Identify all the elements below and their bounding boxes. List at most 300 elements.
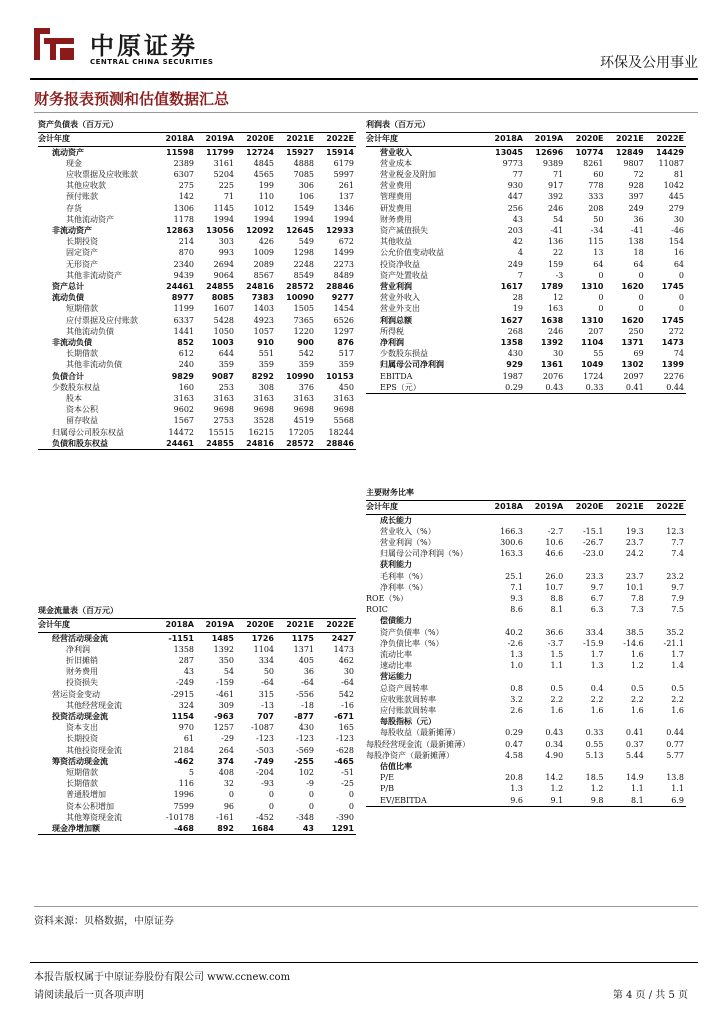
table-cell: 4519 bbox=[293, 416, 314, 426]
table-cell: 308 bbox=[258, 382, 274, 392]
table-cell: 350 bbox=[218, 655, 234, 665]
row-label: 现金净增加额 bbox=[38, 823, 156, 835]
table-cell: 24.2 bbox=[625, 549, 644, 559]
table-cell bbox=[605, 514, 645, 526]
row-label: 速动比率 bbox=[380, 661, 412, 671]
row-label: EBITDA bbox=[380, 371, 413, 381]
row-label: 折旧摊销 bbox=[66, 655, 98, 665]
table-cell: 0.77 bbox=[666, 739, 684, 749]
table-row bbox=[366, 526, 686, 537]
table-cell: 163 bbox=[547, 304, 564, 314]
table-row bbox=[366, 191, 686, 202]
table-cell: 3161 bbox=[213, 158, 234, 168]
table-cell: 917 bbox=[547, 181, 564, 191]
table-cell: -10178 bbox=[165, 812, 194, 822]
table-cell: 207 bbox=[588, 326, 604, 336]
table-cell: 7.4 bbox=[671, 549, 684, 559]
table-cell: 12.3 bbox=[666, 526, 684, 536]
row-label: 研发费用 bbox=[380, 203, 412, 213]
table-cell: 24461 bbox=[166, 281, 194, 291]
table-cell: 0 bbox=[638, 293, 644, 303]
table-cell: 1473 bbox=[661, 337, 684, 347]
table-cell: 55 bbox=[593, 349, 604, 359]
table-cell: 3163 bbox=[293, 393, 314, 403]
table-cell: 28572 bbox=[276, 438, 316, 450]
table-cell: 0.29 bbox=[485, 382, 525, 394]
table-cell: 1298 bbox=[293, 248, 314, 258]
table-cell: 1620 bbox=[621, 315, 644, 325]
table-cell: 42 bbox=[512, 237, 523, 247]
footer-disclaimer-note: 请阅读最后一页各项声明 bbox=[34, 990, 144, 1001]
table-cell: 517 bbox=[338, 349, 354, 359]
row-label: 资产减值损失 bbox=[380, 225, 428, 235]
column-header: 2021E bbox=[276, 132, 316, 146]
table-cell: 1361 bbox=[540, 360, 564, 370]
table-cell: 970 bbox=[178, 723, 194, 733]
table-cell: 928 bbox=[628, 181, 644, 191]
table-cell: 50 bbox=[263, 667, 274, 677]
table-cell: 24461 bbox=[156, 438, 196, 450]
table-cell: 1996 bbox=[173, 790, 194, 800]
table-cell: 2.6 bbox=[510, 705, 523, 715]
table-cell: 870 bbox=[178, 248, 194, 258]
table-row bbox=[366, 548, 686, 559]
column-header: 2019A bbox=[196, 132, 236, 146]
table-cell bbox=[525, 615, 565, 626]
table-cell: 240 bbox=[178, 360, 194, 370]
table-cell: 1473 bbox=[333, 644, 354, 654]
table-cell: 2753 bbox=[213, 416, 234, 426]
table-cell: 7599 bbox=[173, 801, 194, 811]
table-cell: -3.7 bbox=[547, 638, 564, 648]
table-cell: 1.1 bbox=[671, 784, 684, 794]
table-cell: 14.2 bbox=[545, 773, 564, 783]
table-cell: 0 bbox=[308, 801, 314, 811]
table-cell: 203 bbox=[507, 225, 523, 235]
table-row bbox=[366, 337, 686, 348]
table-cell: 9698 bbox=[333, 405, 354, 415]
row-label: 筹资活动现金流 bbox=[52, 756, 108, 766]
table-cell: -93 bbox=[261, 779, 274, 789]
table-cell: 10153 bbox=[326, 371, 354, 381]
row-label: 获利能力 bbox=[380, 560, 412, 570]
row-label: 资产总计 bbox=[52, 281, 84, 291]
table-cell: 852 bbox=[177, 337, 194, 347]
row-label: 经营活动现金流 bbox=[52, 633, 108, 643]
table-cell: 25.1 bbox=[505, 571, 523, 581]
row-label: 固定资产 bbox=[66, 248, 98, 258]
table-cell: 1346 bbox=[333, 203, 354, 213]
table-cell: 30 bbox=[343, 667, 354, 677]
table-cell: 1049 bbox=[581, 360, 604, 370]
table-cell: 9.7 bbox=[671, 582, 684, 592]
column-header: 2020E bbox=[236, 618, 276, 632]
table-cell: 1403 bbox=[253, 304, 274, 314]
table-cell: 54 bbox=[553, 214, 564, 224]
table-cell: 10.7 bbox=[545, 582, 564, 592]
column-header: 2018A bbox=[485, 500, 525, 514]
table-row bbox=[366, 348, 686, 359]
table-row bbox=[366, 571, 686, 582]
table-cell: 8.6 bbox=[510, 605, 523, 615]
table-cell: 20.8 bbox=[505, 773, 523, 783]
table-cell: 1567 bbox=[173, 416, 194, 426]
table-cell: -2.6 bbox=[507, 638, 523, 648]
table-cell: 1257 bbox=[213, 723, 234, 733]
table-cell: -15.1 bbox=[582, 526, 604, 536]
row-label: 营业收入（%） bbox=[380, 526, 436, 536]
row-label: P/E bbox=[380, 773, 394, 783]
table-cell: 300.6 bbox=[500, 537, 523, 547]
table-row bbox=[38, 415, 356, 426]
table-cell bbox=[565, 671, 605, 682]
table-row bbox=[38, 689, 356, 700]
table-cell: 9698 bbox=[253, 405, 274, 415]
table-cell: -16 bbox=[341, 700, 354, 710]
table-row bbox=[366, 739, 686, 750]
table-cell: 30 bbox=[673, 214, 684, 224]
table-cell bbox=[646, 761, 686, 772]
table-cell: 69 bbox=[633, 349, 644, 359]
table-row bbox=[38, 700, 356, 711]
table-cell: 54 bbox=[223, 667, 234, 677]
table-cell: 0 bbox=[598, 293, 604, 303]
table-cell bbox=[485, 761, 525, 772]
table-row bbox=[366, 169, 686, 180]
table-cell: 1745 bbox=[661, 315, 684, 325]
column-header: 2018A bbox=[485, 132, 525, 146]
table-cell: 0 bbox=[268, 801, 274, 811]
table-cell: 1003 bbox=[211, 337, 234, 347]
table-cell: 1485 bbox=[211, 633, 234, 643]
table-cell: 1310 bbox=[581, 315, 604, 325]
table-cell: 5.44 bbox=[625, 750, 644, 760]
row-label: 负债合计 bbox=[52, 371, 84, 381]
table-cell: 1104 bbox=[253, 644, 274, 654]
row-label: 归属母公司净利润（%） bbox=[380, 549, 468, 559]
table-cell: 8489 bbox=[333, 270, 354, 280]
column-header: 2022E bbox=[316, 618, 356, 632]
table-row bbox=[366, 382, 686, 394]
table-row bbox=[366, 537, 686, 548]
table-cell: 707 bbox=[257, 711, 274, 721]
table-cell: 208 bbox=[588, 203, 604, 213]
table-cell: 279 bbox=[668, 203, 684, 213]
table-cell: 12645 bbox=[286, 225, 314, 235]
table-cell: 13045 bbox=[495, 147, 523, 157]
table-cell: 6179 bbox=[333, 158, 354, 168]
table-cell: -64 bbox=[261, 678, 274, 688]
table-row bbox=[366, 671, 686, 682]
table-row bbox=[38, 789, 356, 800]
table-cell: 9.7 bbox=[590, 582, 604, 592]
column-header: 2019A bbox=[525, 132, 565, 146]
table-cell: 74 bbox=[673, 349, 684, 359]
column-header: 2020E bbox=[236, 132, 276, 146]
row-label: 其他收益 bbox=[380, 237, 412, 247]
table-cell: 11799 bbox=[206, 147, 234, 157]
table-cell: 13.8 bbox=[666, 773, 684, 783]
table-cell: 16 bbox=[673, 248, 684, 258]
row-label: 投资损失 bbox=[66, 678, 98, 688]
table-cell: 1199 bbox=[173, 304, 194, 314]
table-cell: 1392 bbox=[540, 337, 564, 347]
table-cell: 163.3 bbox=[500, 549, 523, 559]
row-label: 负债和股东权益 bbox=[38, 438, 156, 450]
table-cell: 993 bbox=[218, 248, 234, 258]
table-cell: 14472 bbox=[168, 427, 194, 437]
table-cell: 2248 bbox=[293, 259, 314, 269]
table-row bbox=[38, 236, 356, 247]
table-row bbox=[38, 812, 356, 823]
table-row bbox=[366, 158, 686, 169]
table-cell: 14.9 bbox=[625, 773, 644, 783]
table-cell: 8.1 bbox=[550, 605, 564, 615]
table-cell: 876 bbox=[337, 337, 354, 347]
table-cell: 36 bbox=[633, 214, 644, 224]
row-label: 营运能力 bbox=[380, 672, 412, 682]
table-cell: 166.3 bbox=[500, 526, 523, 536]
table-cell: 77 bbox=[512, 169, 523, 179]
table-row bbox=[38, 371, 356, 382]
row-label: 净利润 bbox=[66, 644, 90, 654]
row-label: 其他筹资现金流 bbox=[66, 812, 122, 822]
table-cell bbox=[646, 615, 686, 626]
table-cell bbox=[646, 559, 686, 570]
table-cell bbox=[525, 559, 565, 570]
column-header: 2019A bbox=[196, 618, 236, 632]
table-cell: -556 bbox=[296, 689, 314, 699]
table-cell: 9.1 bbox=[525, 795, 565, 807]
table-row bbox=[38, 180, 356, 191]
footer-divider bbox=[30, 962, 698, 963]
table-cell: 43 bbox=[183, 667, 194, 677]
table-cell: 2694 bbox=[213, 259, 234, 269]
table-cell: 43 bbox=[512, 214, 523, 224]
table-cell: -41 bbox=[630, 225, 644, 235]
table-cell: -123 bbox=[296, 734, 314, 744]
table-cell: 0 bbox=[228, 790, 234, 800]
table-cell: 1454 bbox=[333, 304, 354, 314]
table-row bbox=[366, 326, 686, 337]
row-label: 营业外收入 bbox=[380, 293, 420, 303]
table-cell: -963 bbox=[213, 711, 234, 721]
row-label: 无形资产 bbox=[66, 259, 98, 269]
row-label: 长期投资 bbox=[66, 734, 98, 744]
table-cell: 1297 bbox=[333, 326, 354, 336]
table-cell: 8.8 bbox=[550, 593, 564, 603]
table-row bbox=[366, 649, 686, 660]
table-row bbox=[38, 677, 356, 688]
table-cell: 315 bbox=[258, 689, 274, 699]
table-cell: -249 bbox=[176, 678, 194, 688]
table-cell: 1994 bbox=[293, 214, 314, 224]
table-cell: 40.2 bbox=[505, 627, 523, 637]
row-label: 每股指标（元） bbox=[380, 717, 436, 727]
table-cell: 0.34 bbox=[545, 739, 564, 749]
row-label: 营业外支出 bbox=[380, 304, 420, 314]
row-label: 估值比率 bbox=[380, 761, 412, 771]
table-cell: 81 bbox=[673, 169, 684, 179]
table-row bbox=[366, 615, 686, 626]
table-row bbox=[38, 438, 356, 450]
table-cell: 2076 bbox=[542, 371, 564, 381]
table-cell: 22 bbox=[553, 248, 564, 258]
table-cell: 1291 bbox=[316, 823, 356, 835]
table-cell: 1.6 bbox=[631, 705, 644, 715]
table-cell: 3528 bbox=[253, 416, 274, 426]
table-cell: 9698 bbox=[213, 405, 234, 415]
row-label: EPS（元） bbox=[366, 382, 485, 394]
table-row bbox=[38, 745, 356, 756]
table-cell: 334 bbox=[258, 655, 274, 665]
table-cell: 261 bbox=[338, 181, 354, 191]
table-cell: 2097 bbox=[623, 371, 644, 381]
row-label: 长期投资 bbox=[66, 237, 98, 247]
table-row bbox=[38, 382, 356, 393]
table-cell: -390 bbox=[336, 812, 354, 822]
table-cell: 18.5 bbox=[585, 773, 604, 783]
table-cell: 9807 bbox=[623, 158, 644, 168]
table-cell: 359 bbox=[218, 360, 234, 370]
table-cell: 1399 bbox=[661, 360, 684, 370]
table-cell: 32 bbox=[223, 779, 234, 789]
source-divider bbox=[34, 906, 698, 907]
row-label: 应付账款周转率 bbox=[380, 705, 436, 715]
table-cell: 46.6 bbox=[545, 549, 564, 559]
row-label: 投资活动现金流 bbox=[52, 711, 108, 721]
table-cell: -462 bbox=[173, 756, 194, 766]
row-label: 公允价值变动收益 bbox=[380, 248, 444, 258]
column-header: 2021E bbox=[605, 500, 645, 514]
table-row bbox=[366, 259, 686, 270]
table-cell: 142 bbox=[178, 192, 194, 202]
header-divider bbox=[30, 78, 698, 80]
row-label: 短期借款 bbox=[66, 767, 98, 777]
row-label: 营业成本 bbox=[380, 158, 412, 168]
table-cell: -569 bbox=[296, 745, 314, 755]
table-cell: 1505 bbox=[293, 304, 314, 314]
table-cell: -64 bbox=[301, 678, 314, 688]
table-row bbox=[366, 772, 686, 783]
table-cell: 4888 bbox=[293, 158, 314, 168]
table-cell bbox=[605, 761, 645, 772]
table-cell: 9602 bbox=[173, 405, 194, 415]
row-label: 偿债能力 bbox=[380, 616, 412, 626]
row-label: 长期借款 bbox=[66, 349, 98, 359]
table-cell: 246 bbox=[547, 203, 564, 213]
table-cell: 7.7 bbox=[671, 537, 684, 547]
table-cell: -749 bbox=[253, 756, 274, 766]
table-cell: 612 bbox=[178, 349, 194, 359]
table-cell bbox=[485, 716, 525, 727]
table-cell: 249 bbox=[507, 259, 523, 269]
table-cell: 9277 bbox=[331, 293, 354, 303]
table-cell: 462 bbox=[338, 655, 354, 665]
table-row bbox=[38, 225, 356, 236]
page-number: 第 4 页 / 共 5 页 bbox=[612, 990, 688, 1001]
table-cell: 5.77 bbox=[666, 750, 684, 760]
footer-copyright: 本报告版权属于中原证券股份有限公司 www.ccnew.com bbox=[34, 972, 291, 983]
column-header: 2019A bbox=[525, 500, 565, 514]
table-cell: -26.7 bbox=[582, 537, 604, 547]
table-cell: 23.7 bbox=[625, 571, 644, 581]
table-row bbox=[366, 705, 686, 716]
company-logo-icon bbox=[30, 24, 78, 64]
table-row bbox=[366, 180, 686, 191]
table-cell: 287 bbox=[178, 655, 194, 665]
table-cell: 64 bbox=[633, 259, 644, 269]
table-cell: 159 bbox=[547, 259, 564, 269]
table-cell: 19 bbox=[512, 304, 523, 314]
table-cell: 303 bbox=[218, 237, 234, 247]
row-label: 资本公积 bbox=[66, 405, 98, 415]
table-cell: 5428 bbox=[213, 315, 234, 325]
table-cell: 2.2 bbox=[671, 694, 684, 704]
table-cell: 6.7 bbox=[590, 593, 604, 603]
table-cell: 13 bbox=[593, 248, 604, 258]
table-cell: 5.13 bbox=[585, 750, 604, 760]
table-cell: 0 bbox=[678, 293, 684, 303]
table-cell: -13 bbox=[261, 700, 274, 710]
table-cell: 1178 bbox=[173, 214, 194, 224]
table-row bbox=[38, 359, 356, 370]
table-row bbox=[38, 337, 356, 348]
table-cell: 672 bbox=[338, 237, 354, 247]
table-cell: 10090 bbox=[286, 293, 314, 303]
table-cell: 12724 bbox=[246, 147, 274, 157]
row-label: ROIC bbox=[366, 605, 388, 615]
table-row bbox=[366, 359, 686, 370]
table-cell: 1042 bbox=[663, 181, 684, 191]
table-row bbox=[38, 393, 356, 404]
table-cell: 3163 bbox=[213, 393, 234, 403]
row-label: 少数股东损益 bbox=[380, 349, 428, 359]
table-row bbox=[366, 559, 686, 570]
table-cell: 7.3 bbox=[631, 605, 644, 615]
table-cell bbox=[525, 671, 565, 682]
table-cell: 10774 bbox=[575, 147, 604, 157]
table-cell: 2340 bbox=[173, 259, 194, 269]
table-cell: 8292 bbox=[251, 371, 274, 381]
table-row bbox=[366, 281, 686, 292]
table-cell: 0.41 bbox=[625, 728, 644, 738]
table-cell: 10.6 bbox=[545, 537, 564, 547]
table-row bbox=[366, 203, 686, 214]
table-cell: 450 bbox=[338, 382, 354, 392]
table-row bbox=[38, 404, 356, 415]
table-cell: 12849 bbox=[615, 147, 644, 157]
table-cell: 264 bbox=[218, 745, 234, 755]
table-row bbox=[366, 225, 686, 236]
table-cell: 1638 bbox=[540, 315, 564, 325]
table-cell: 644 bbox=[218, 349, 234, 359]
table-cell: 26.0 bbox=[545, 571, 564, 581]
row-label: EV/EBITDA bbox=[366, 795, 485, 807]
table-cell: 1310 bbox=[581, 281, 604, 291]
table-cell: 8567 bbox=[253, 270, 274, 280]
table-cell: 9.6 bbox=[485, 795, 525, 807]
table-row bbox=[38, 281, 356, 292]
table-cell: 36.6 bbox=[545, 627, 564, 637]
table-cell: 0.33 bbox=[585, 728, 604, 738]
table-cell: -25 bbox=[341, 779, 354, 789]
table-row bbox=[38, 823, 356, 835]
table-cell: 30 bbox=[553, 349, 564, 359]
table-cell: 1104 bbox=[581, 337, 604, 347]
table-cell bbox=[646, 671, 686, 682]
row-label: 流动比率 bbox=[380, 649, 412, 659]
